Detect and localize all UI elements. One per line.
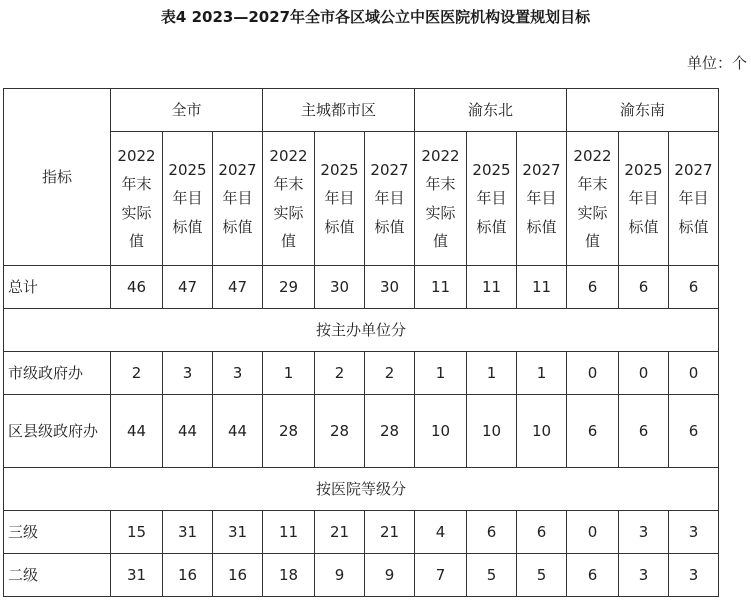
- data-cell: 3: [213, 352, 263, 395]
- region-header-southeast: 渝东南: [567, 89, 719, 132]
- data-cell: 2: [365, 352, 415, 395]
- data-cell: 2: [315, 352, 365, 395]
- data-cell: 47: [163, 266, 213, 309]
- data-cell: 3: [669, 554, 719, 597]
- data-cell: 28: [315, 395, 365, 468]
- data-cell: 31: [163, 511, 213, 554]
- table-row: [4, 266, 719, 309]
- data-cell: 6: [517, 511, 567, 554]
- subheader-cell: 2027 年目 标值: [669, 132, 719, 266]
- table-row: [4, 352, 719, 395]
- data-cell: 0: [567, 511, 619, 554]
- data-cell: 11: [263, 511, 315, 554]
- subheader-cell: 2027 年目 标值: [517, 132, 567, 266]
- section-row: [4, 468, 719, 511]
- row-label: 三级: [4, 511, 111, 554]
- data-cell: 29: [263, 266, 315, 309]
- data-cell: 5: [517, 554, 567, 597]
- data-cell: 44: [111, 395, 163, 468]
- data-cell: 6: [619, 266, 669, 309]
- subheader-cell: 2022 年末 实际 值: [567, 132, 619, 266]
- unit-label: 单位：个: [686, 54, 747, 72]
- row-label: 市级政府办: [4, 352, 111, 395]
- section-label: 按主办单位分: [4, 309, 719, 352]
- section-label: 按医院等级分: [4, 468, 719, 511]
- page-title: 表4 2023—2027年全市各区域公立中医医院机构设置规划目标: [160, 8, 591, 26]
- data-cell: 6: [669, 395, 719, 468]
- data-cell: 1: [263, 352, 315, 395]
- data-cell: 44: [213, 395, 263, 468]
- subheader-cell: 2022 年末 实际 值: [263, 132, 315, 266]
- data-cell: 21: [365, 511, 415, 554]
- data-cell: 10: [415, 395, 467, 468]
- table-row: [4, 554, 719, 597]
- section-row: [4, 309, 719, 352]
- data-cell: 7: [415, 554, 467, 597]
- data-cell: 6: [467, 511, 517, 554]
- data-cell: 2: [111, 352, 163, 395]
- data-cell: 0: [619, 352, 669, 395]
- table-row: [4, 395, 719, 468]
- subheader-cell: 2025 年目 标值: [163, 132, 213, 266]
- subheader-cell: 2027 年目 标值: [365, 132, 415, 266]
- subheader-cell: 2022 年末 实际 值: [111, 132, 163, 266]
- data-cell: 6: [669, 266, 719, 309]
- data-cell: 3: [163, 352, 213, 395]
- data-cell: 1: [517, 352, 567, 395]
- data-cell: 3: [619, 511, 669, 554]
- data-cell: 6: [567, 266, 619, 309]
- data-cell: 16: [163, 554, 213, 597]
- subheader-cell: 2022 年末 实际 值: [415, 132, 467, 266]
- data-cell: 3: [619, 554, 669, 597]
- data-cell: 9: [365, 554, 415, 597]
- data-cell: 10: [467, 395, 517, 468]
- subheader-cell: 2027 年目 标值: [213, 132, 263, 266]
- data-cell: 31: [111, 554, 163, 597]
- subheader-cell: 2025 年目 标值: [315, 132, 365, 266]
- data-cell: 6: [567, 395, 619, 468]
- subheader-cell: 2025 年目 标值: [619, 132, 669, 266]
- data-cell: 1: [467, 352, 517, 395]
- region-header-main-urban: 主城都市区: [263, 89, 415, 132]
- region-header-northeast: 渝东北: [415, 89, 567, 132]
- row-label: 总计: [4, 266, 111, 309]
- data-cell: 1: [415, 352, 467, 395]
- planning-table: [3, 88, 719, 597]
- table-row: [4, 511, 719, 554]
- data-cell: 47: [213, 266, 263, 309]
- data-cell: 10: [517, 395, 567, 468]
- data-cell: 30: [315, 266, 365, 309]
- data-cell: 6: [567, 554, 619, 597]
- data-cell: 5: [467, 554, 517, 597]
- data-cell: 46: [111, 266, 163, 309]
- row-label: 区县级政府办: [4, 395, 111, 468]
- data-cell: 18: [263, 554, 315, 597]
- data-cell: 44: [163, 395, 213, 468]
- data-cell: 3: [669, 511, 719, 554]
- region-header-all-city: 全市: [111, 89, 263, 132]
- row-label: 二级: [4, 554, 111, 597]
- data-cell: 31: [213, 511, 263, 554]
- data-cell: 6: [619, 395, 669, 468]
- subheader-cell: 2025 年目 标值: [467, 132, 517, 266]
- data-cell: 28: [365, 395, 415, 468]
- data-cell: 28: [263, 395, 315, 468]
- data-cell: 16: [213, 554, 263, 597]
- data-cell: 4: [415, 511, 467, 554]
- data-cell: 15: [111, 511, 163, 554]
- data-cell: 30: [365, 266, 415, 309]
- data-cell: 0: [669, 352, 719, 395]
- data-cell: 11: [517, 266, 567, 309]
- data-cell: 11: [467, 266, 517, 309]
- data-cell: 21: [315, 511, 365, 554]
- indicator-header: 指标: [4, 89, 111, 266]
- data-cell: 9: [315, 554, 365, 597]
- data-cell: 11: [415, 266, 467, 309]
- data-cell: 0: [567, 352, 619, 395]
